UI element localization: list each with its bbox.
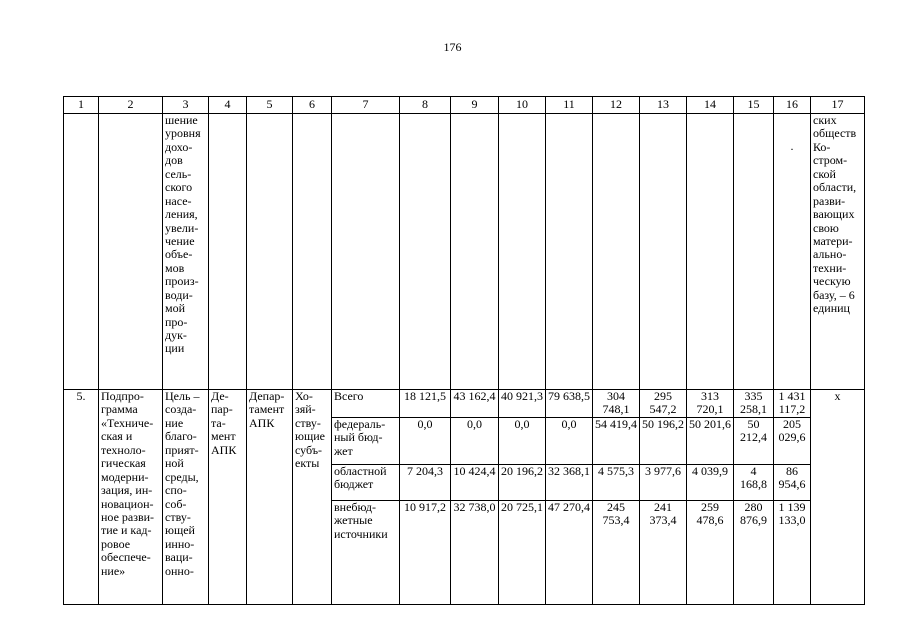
value-cell: 20 725,1 — [499, 500, 546, 604]
value-cell: 259 478,6 — [687, 500, 734, 604]
value-cell: 50 201,6 — [687, 417, 734, 464]
header-cell: 4 — [209, 97, 247, 114]
header-cell: 12 — [593, 97, 640, 114]
header-cell: 5 — [247, 97, 293, 114]
header-cell: 17 — [811, 97, 865, 114]
value-cell: 1 139 133,0 — [774, 500, 811, 604]
coexecutor: Депар- тамент АПК — [247, 390, 293, 605]
value-cell: 54 419,4 — [593, 417, 640, 464]
value-cell: 241 373,4 — [640, 500, 687, 604]
value-cell: 10 917,2 — [400, 500, 451, 604]
value-cell: 335 258,1 — [734, 390, 774, 418]
value-cell: 86 954,6 — [774, 464, 811, 500]
table-row — [64, 114, 865, 390]
value-cell: 304 748,1 — [593, 390, 640, 418]
participants: Хо- зяй- ству- ющие субъ- екты — [293, 390, 332, 605]
continued-result-text: ских обществ Ко- стром- ской области, разви- вающих свою матери- ально- техни- ческую базу, – 6 единиц — [811, 114, 865, 390]
header-cell: 9 — [451, 97, 499, 114]
value-cell: 20 196,2 — [499, 464, 546, 500]
source-label: внебюд- жетные источники — [332, 500, 400, 604]
value-cell: 18 121,5 — [400, 390, 451, 418]
value-cell: 4 039,9 — [687, 464, 734, 500]
result-mark: х — [811, 390, 865, 605]
subprogram-name: Подпро- грамма «Техниче- ская и техноло- гическая модерни- зация, ин- новацион- ное разви- тие и кад- ровое обеспече- ние» — [99, 390, 163, 605]
value-cell: 0,0 — [400, 417, 451, 464]
header-cell: 14 — [687, 97, 734, 114]
value-cell: 50 212,4 — [734, 417, 774, 464]
value-cell: 47 270,4 — [546, 500, 593, 604]
header-cell: 3 — [163, 97, 209, 114]
header-row — [64, 97, 865, 114]
header-cell: 6 — [293, 97, 332, 114]
value-cell: 7 204,3 — [400, 464, 451, 500]
header-cell: 15 — [734, 97, 774, 114]
value-cell: 32 368,1 — [546, 464, 593, 500]
header-cell: 1 — [64, 97, 99, 114]
value-cell: 3 977,6 — [640, 464, 687, 500]
value-cell: 1 431 117,2 — [774, 390, 811, 418]
value-cell: 0,0 — [451, 417, 499, 464]
header-cell: 7 — [332, 97, 400, 114]
page-number: 176 — [443, 40, 462, 54]
value-cell: 205 029,6 — [774, 417, 811, 464]
source-label: Всего — [332, 390, 400, 418]
source-label: областной бюджет — [332, 464, 400, 500]
header-cell: 10 — [499, 97, 546, 114]
value-cell: 245 753,4 — [593, 500, 640, 604]
row-number: 5. — [64, 390, 99, 605]
header-cell: 8 — [400, 97, 451, 114]
table-row — [64, 390, 865, 418]
value-cell: 280 876,9 — [734, 500, 774, 604]
value-cell: 0,0 — [546, 417, 593, 464]
value-cell: 40 921,3 — [499, 390, 546, 418]
value-cell: 43 162,4 — [451, 390, 499, 418]
budget-table — [63, 96, 865, 605]
header-cell: 2 — [99, 97, 163, 114]
subprogram-goal: Цель – созда- ние благо- прият- ной среды, спо- соб- ству- ющей инно- ваци- онно- — [163, 390, 209, 605]
executor: Де- пар- та- мент АПК — [209, 390, 247, 605]
scan-dot: . — [790, 139, 794, 153]
value-cell: 79 638,5 — [546, 390, 593, 418]
value-cell: 4 575,3 — [593, 464, 640, 500]
value-cell: 32 738,0 — [451, 500, 499, 604]
header-cell: 13 — [640, 97, 687, 114]
header-cell: 11 — [546, 97, 593, 114]
header-cell: 16 — [774, 97, 811, 114]
value-cell: 295 547,2 — [640, 390, 687, 418]
source-label: федераль- ный бюд- жет — [332, 417, 400, 464]
value-cell: 313 720,1 — [687, 390, 734, 418]
value-cell: 0,0 — [499, 417, 546, 464]
value-cell: 4 168,8 — [734, 464, 774, 500]
continued-goal-text: шение уровня дохо- дов сель- ского насе- ления, увели- чение объе- мов произ- води- мой про- дук- ции — [163, 114, 209, 390]
value-cell: 10 424,4 — [451, 464, 499, 500]
value-cell: 50 196,2 — [640, 417, 687, 464]
